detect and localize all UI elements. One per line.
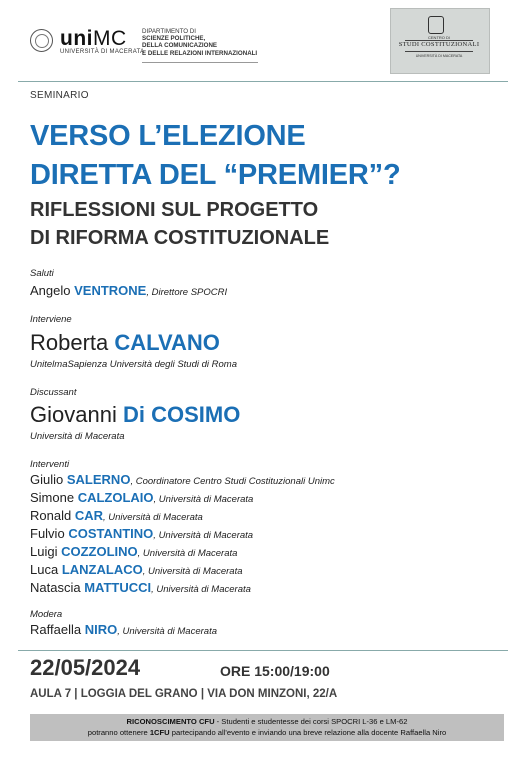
studi-logo-small-text: CENTRO DI	[428, 35, 450, 40]
logo-subtitle: UNIVERSITÀ DI MACERATA	[60, 49, 145, 55]
subtitle-line-1: RIFLESSIONI SUL PROGETTO	[30, 199, 319, 221]
studi-rule-bottom	[405, 51, 473, 52]
event-time: ORE 15:00/19:00	[220, 663, 330, 679]
list-item: Simone CALZOLAIO, Università di Macerata	[30, 490, 254, 505]
interviene-label: Interviene	[30, 314, 72, 325]
subtitle-line-2: DI RIFORMA COSTITUZIONALE	[30, 227, 330, 249]
list-item: Ronald CAR, Università di Macerata	[30, 508, 203, 523]
cfu-notice-line-2: potranno ottenere 1CFU partecipando all'evento e inviando una breve relazione alla docente Raffaella Niro	[87, 728, 447, 737]
university-seal-logo	[30, 29, 53, 52]
department-underline	[142, 62, 258, 63]
event-date: 22/05/2024	[30, 655, 141, 680]
list-item: Fulvio COSTANTINO, Università di Macerata	[30, 526, 254, 541]
cfu-notice-line-1: RICONOSCIMENTO CFU - Studenti e studentesse dei corsi SPOCRI L-36 e LM-62	[126, 717, 408, 726]
bottom-divider	[18, 650, 508, 651]
event-location: AULA 7 | LOGGIA DEL GRANO | VIA DON MINZONI, 22/A	[30, 688, 338, 700]
discussant-affiliation: Università di Macerata	[30, 431, 125, 442]
event-kind: SEMINARIO	[30, 90, 89, 101]
list-item: Luca LANZALACO, Università di Macerata	[30, 562, 243, 577]
title-line-1: VERSO L’ELEZIONE	[30, 120, 306, 152]
saluti-label: Saluti	[30, 268, 54, 279]
interviene-speaker: Roberta CALVANO	[30, 330, 220, 355]
modera-label: Modera	[30, 609, 63, 620]
top-divider	[18, 81, 508, 82]
interviene-affiliation: UnitelmaSapienza Università degli Studi di Roma	[30, 359, 237, 370]
list-item: Natascia MATTUCCI, Università di Macerata	[30, 580, 251, 595]
department-name: DIPARTIMENTO DI SCIENZE POLITICHE, DELLA COMUNICAZIONE E DELLE RELAZIONI INTERNAZIONALI	[142, 28, 258, 57]
discussant-speaker: Giovanni Di COSIMO	[30, 402, 241, 427]
title-line-2: DIRETTA DEL “PREMIER”?	[30, 159, 401, 191]
studi-logo-title: STUDI COSTITUZIONALI	[398, 41, 480, 48]
studi-logo-subtitle: UNIVERSITÀ DI MACERATA	[415, 54, 463, 58]
unimc-logo-text: uniMC	[60, 27, 127, 50]
list-item: Giulio SALERNO, Coordinatore Centro Studi Costituzionali Unimc	[30, 472, 335, 487]
saluti-speaker: Angelo VENTRONE, Direttore SPOCRI	[30, 283, 228, 298]
discussant-label: Discussant	[30, 387, 77, 398]
interventi-label: Interventi	[30, 459, 70, 470]
list-item: Luigi COZZOLINO, Università di Macerata	[30, 544, 238, 559]
scroll-icon	[428, 16, 444, 34]
modera-speaker: Raffaella NIRO, Università di Macerata	[30, 622, 217, 637]
